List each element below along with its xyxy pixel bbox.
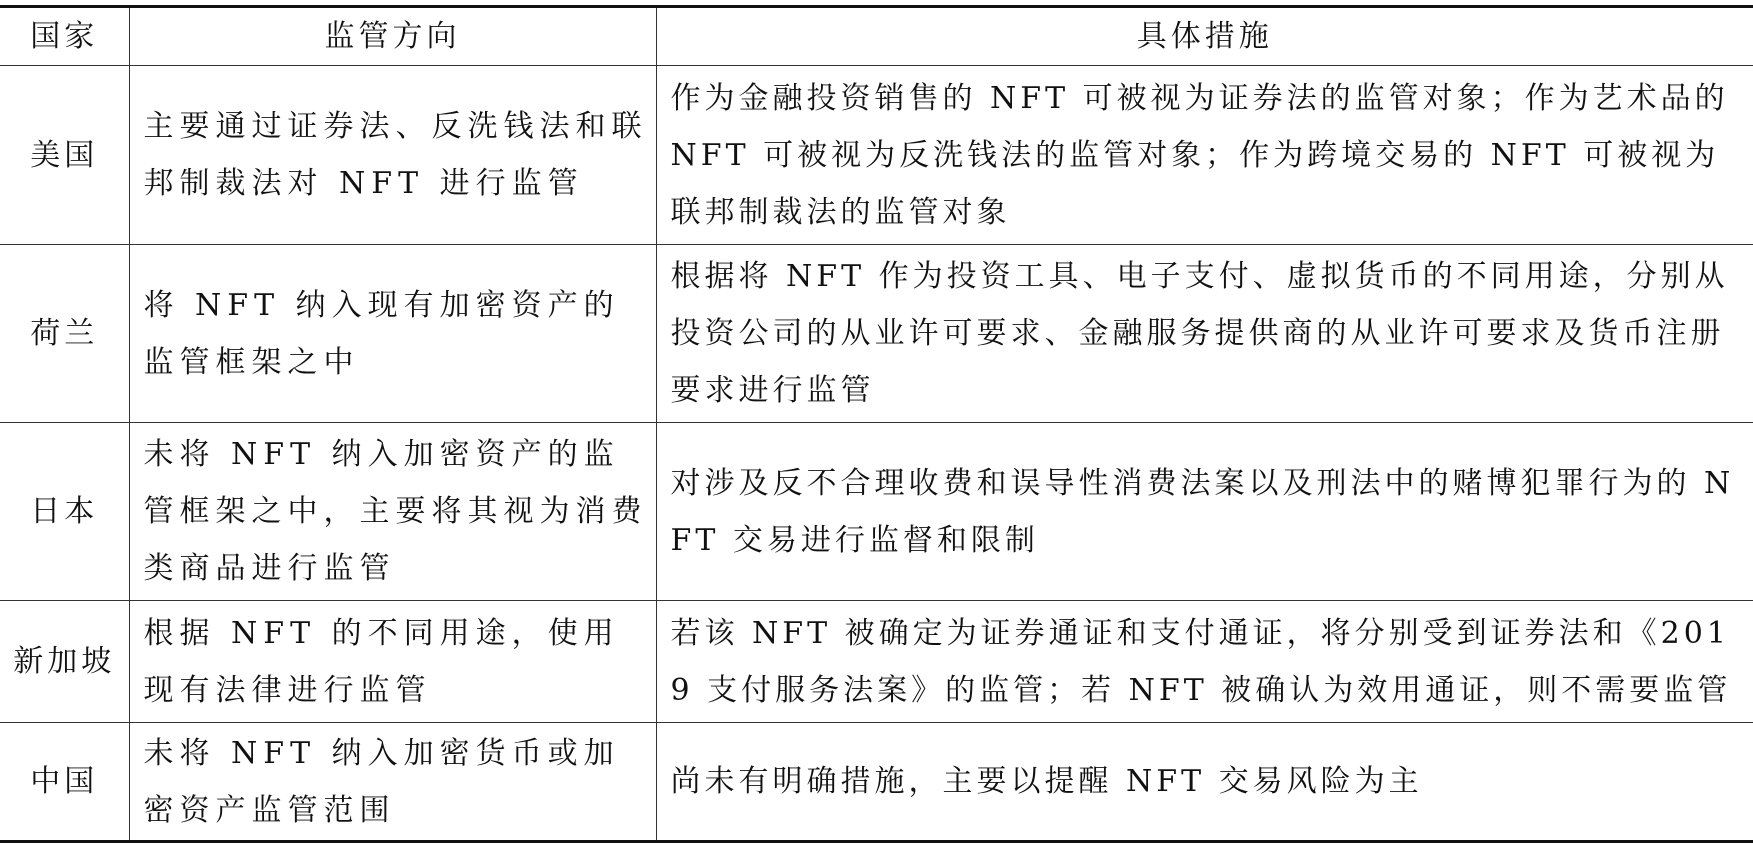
country-cell: 荷兰: [0, 245, 129, 423]
direction-cell: 未将 NFT 纳入加密资产的监管框架之中，主要将其视为消费类商品进行监管: [129, 423, 656, 601]
direction-cell: 将 NFT 纳入现有加密资产的监管框架之中: [129, 245, 656, 423]
table-row: [0, 723, 1753, 842]
measures-cell: 对涉及反不合理收费和误导性消费法案以及刑法中的赌博犯罪行为的 NFT 交易进行监督和限制: [656, 423, 1753, 601]
measures-cell: 作为金融投资销售的 NFT 可被视为证券法的监管对象；作为艺术品的 NFT 可被视为反洗钱法的监管对象；作为跨境交易的 NFT 可被视为联邦制裁法的监管对象: [656, 66, 1753, 245]
measures-cell: 根据将 NFT 作为投资工具、电子支付、虚拟货币的不同用途，分别从投资公司的从业许可要求、金融服务提供商的从业许可要求及货币注册要求进行监管: [656, 245, 1753, 423]
country-cell: 美国: [0, 66, 129, 245]
header-measures: 具体措施: [656, 7, 1753, 66]
table-row: [0, 245, 1753, 423]
header-country: 国家: [0, 7, 129, 66]
country-cell: 中国: [0, 723, 129, 842]
table-row: [0, 601, 1753, 723]
table-row: [0, 66, 1753, 245]
country-cell: 新加坡: [0, 601, 129, 723]
country-cell: 日本: [0, 423, 129, 601]
measures-cell: 尚未有明确措施，主要以提醒 NFT 交易风险为主: [656, 723, 1753, 842]
nft-regulation-table: [0, 5, 1753, 843]
table-row: [0, 423, 1753, 601]
header-direction: 监管方向: [129, 7, 656, 66]
direction-cell: 主要通过证券法、反洗钱法和联邦制裁法对 NFT 进行监管: [129, 66, 656, 245]
direction-cell: 未将 NFT 纳入加密货币或加密资产监管范围: [129, 723, 656, 842]
table-header-row: [0, 7, 1753, 66]
direction-cell: 根据 NFT 的不同用途，使用现有法律进行监管: [129, 601, 656, 723]
measures-cell: 若该 NFT 被确定为证券通证和支付通证，将分别受到证券法和《2019 支付服务法案》的监管；若 NFT 被确认为效用通证，则不需要监管: [656, 601, 1753, 723]
